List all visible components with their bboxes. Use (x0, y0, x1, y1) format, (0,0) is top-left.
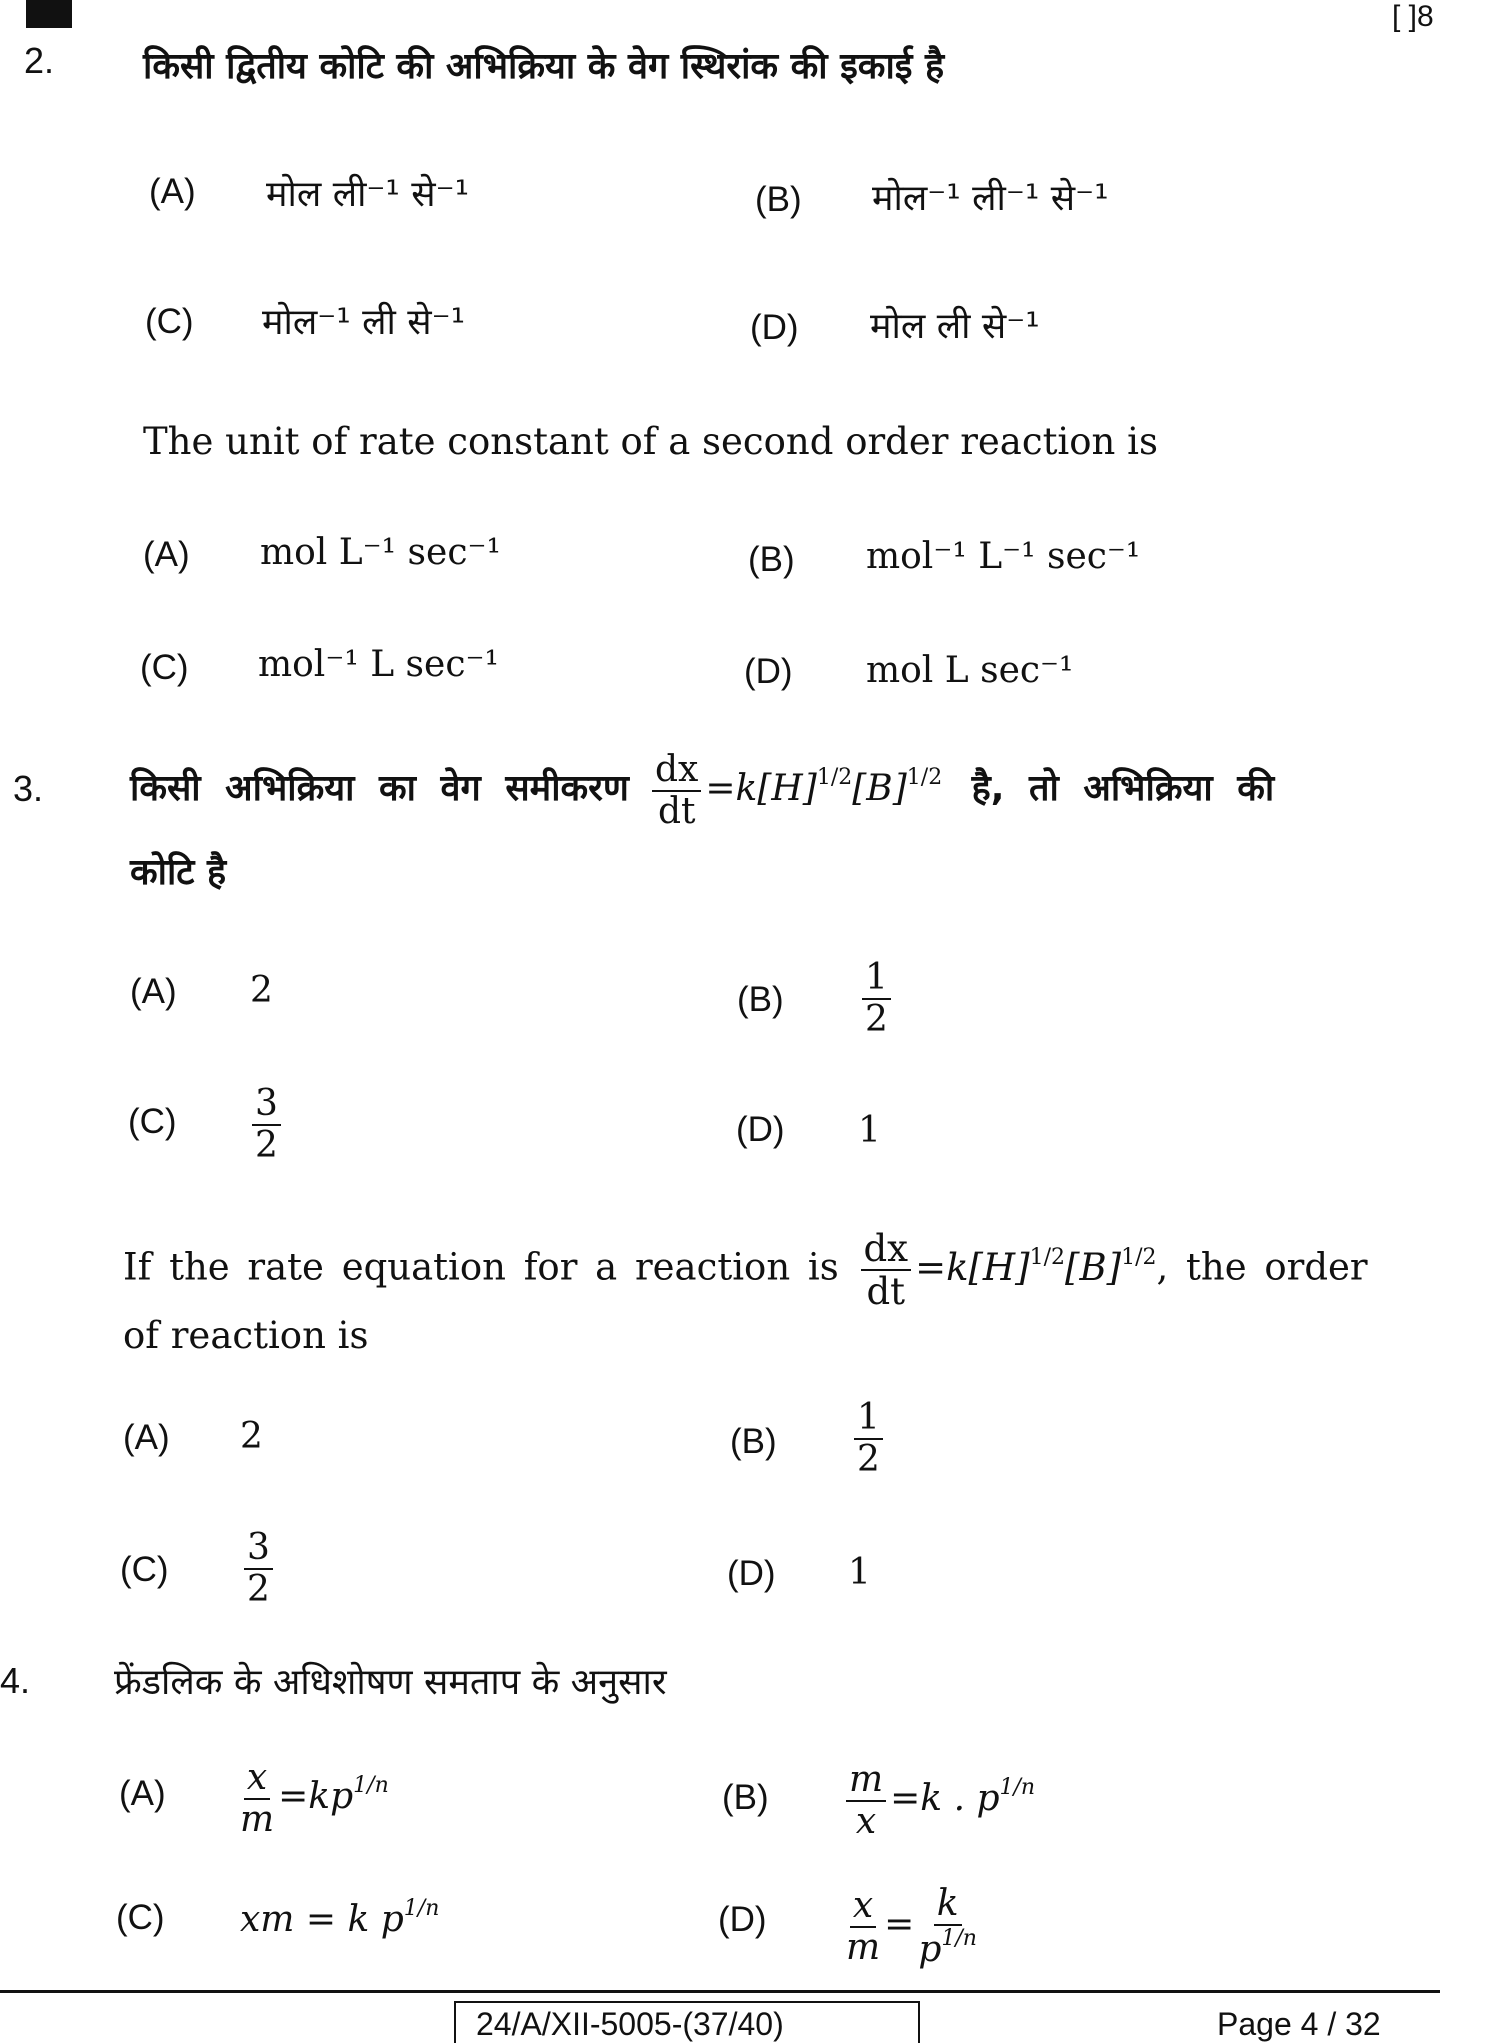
equation-term: = (884, 1904, 915, 1945)
rate-equation (634, 749, 954, 832)
question-number: 4. (0, 1660, 31, 1701)
paper-code: 24/A/XII-5005-(37/40) (476, 2006, 784, 2042)
exponent: 1/n (353, 1773, 389, 1798)
option-label: (C) (145, 302, 194, 341)
fraction-numerator: dx (652, 752, 701, 792)
option-label: (B) (722, 1778, 769, 1817)
fraction-numerator: 1 (862, 960, 891, 1000)
option-text: mol L sec⁻¹ (866, 650, 1074, 691)
option-label: (D) (736, 1110, 785, 1149)
option-label: (B) (730, 1422, 777, 1461)
question-number: 2. (24, 40, 55, 81)
question-text-english: , the order (1156, 1245, 1368, 1289)
question-text-hindi: किसी द्वितीय कोटि की अभिक्रिया के वेग स्थिरांक की इकाई है (143, 46, 945, 87)
option-expression (842, 1883, 981, 1970)
fraction-numerator: 3 (244, 1530, 273, 1570)
rate-equation (857, 1227, 1157, 1313)
option-label: (D) (718, 1900, 767, 1939)
question-text-english: If the rate equation for a reaction is (123, 1245, 839, 1289)
option-label: (B) (737, 980, 784, 1019)
exponent: 1/n (403, 1896, 440, 1921)
option-label: (A) (149, 172, 196, 211)
option-label: (A) (123, 1418, 170, 1457)
option-text: मोल ली से⁻¹ (870, 306, 1040, 347)
question-text-english: of reaction is (123, 1314, 369, 1357)
equation-term: p (918, 1929, 942, 1970)
option-text: मोल ली⁻¹ से⁻¹ (266, 174, 470, 215)
option-expression (236, 1757, 389, 1840)
fraction-denominator: dt (657, 791, 696, 832)
fraction-numerator: 1 (854, 1400, 883, 1440)
option-fraction (858, 957, 895, 1040)
equation-term: =kp (278, 1776, 354, 1817)
exponent: 1/n (999, 1775, 1036, 1800)
option-fraction (850, 1397, 887, 1480)
fraction-numerator: dx (861, 1230, 912, 1271)
option-expression (842, 1759, 1036, 1842)
page-number: Page 4 / 32 (1217, 2006, 1381, 2042)
fraction-denominator: 2 (857, 1439, 880, 1480)
fraction-numerator: x (244, 1760, 270, 1800)
option-label: (D) (750, 308, 799, 347)
equation-term: [B] (1065, 1245, 1122, 1289)
option-label: (D) (727, 1554, 776, 1593)
option-label: (B) (748, 540, 795, 579)
exponent: 1/2 (1029, 1244, 1066, 1270)
exponent: 1/2 (816, 765, 853, 790)
option-text: मोल⁻¹ ली से⁻¹ (262, 302, 466, 343)
option-label: (A) (143, 535, 190, 574)
question-text-hindi: कोटि है (130, 852, 227, 893)
option-label: (C) (120, 1550, 169, 1589)
option-label: (C) (116, 1898, 165, 1937)
question-text-hindi: है, तो अभिक्रिया की (971, 768, 1275, 809)
equation-term: xm = k p (240, 1899, 404, 1940)
fraction-denominator (918, 1926, 977, 1968)
option-text: mol⁻¹ L sec⁻¹ (258, 644, 499, 685)
equation-term: =k[H] (915, 1245, 1030, 1289)
question-text-hindi: किसी अभिक्रिया का वेग समीकरण (130, 768, 629, 809)
option-value: 1 (858, 1110, 881, 1151)
option-fraction (248, 1083, 285, 1166)
option-expression (240, 1896, 439, 1940)
option-value: 2 (240, 1416, 263, 1457)
fraction-numerator: 3 (252, 1086, 281, 1126)
fraction-denominator: 2 (247, 1569, 270, 1610)
option-value: 1 (848, 1552, 871, 1593)
fraction-denominator: 2 (865, 999, 888, 1040)
equation-term: =k . p (890, 1778, 1000, 1819)
question-line-english (123, 1227, 1368, 1313)
fraction-numerator: k (934, 1886, 962, 1926)
footer-divider (0, 1990, 1440, 1993)
equation-term: =k[H] (705, 768, 817, 809)
fraction-denominator: x (855, 1801, 877, 1842)
option-label: (C) (140, 648, 189, 687)
fraction-denominator: dt (866, 1270, 906, 1313)
equation-term: [B] (852, 768, 907, 809)
option-label: (A) (119, 1774, 166, 1813)
option-text: मोल⁻¹ ली⁻¹ से⁻¹ (872, 178, 1109, 219)
exponent: 1/2 (1121, 1244, 1157, 1270)
option-label: (B) (755, 180, 802, 219)
option-text: mol⁻¹ L⁻¹ sec⁻¹ (866, 536, 1141, 577)
corner-marker (26, 0, 72, 28)
fraction-denominator: m (240, 1799, 275, 1840)
question-number: 3. (13, 768, 44, 809)
question-text-english: The unit of rate constant of a second order reaction is (143, 420, 1158, 463)
exponent: 1/2 (906, 765, 943, 790)
question-text-hindi: फ्रेंडलिक के अधिशोषण समताप के अनुसार (114, 1662, 667, 1703)
option-label: (D) (744, 652, 793, 691)
option-value: 2 (250, 970, 273, 1011)
fraction-denominator: m (846, 1927, 881, 1968)
option-fraction (240, 1527, 277, 1610)
corner-mark: [ ]8 (1392, 0, 1434, 33)
option-text: mol L⁻¹ sec⁻¹ (260, 532, 501, 573)
exponent: 1/n (941, 1926, 977, 1951)
fraction-numerator: x (850, 1888, 876, 1928)
option-label: (A) (130, 972, 177, 1011)
option-label: (C) (128, 1102, 177, 1141)
fraction-denominator: 2 (255, 1125, 278, 1166)
fraction-numerator: m (846, 1762, 886, 1802)
question-line-hindi (130, 749, 1275, 832)
